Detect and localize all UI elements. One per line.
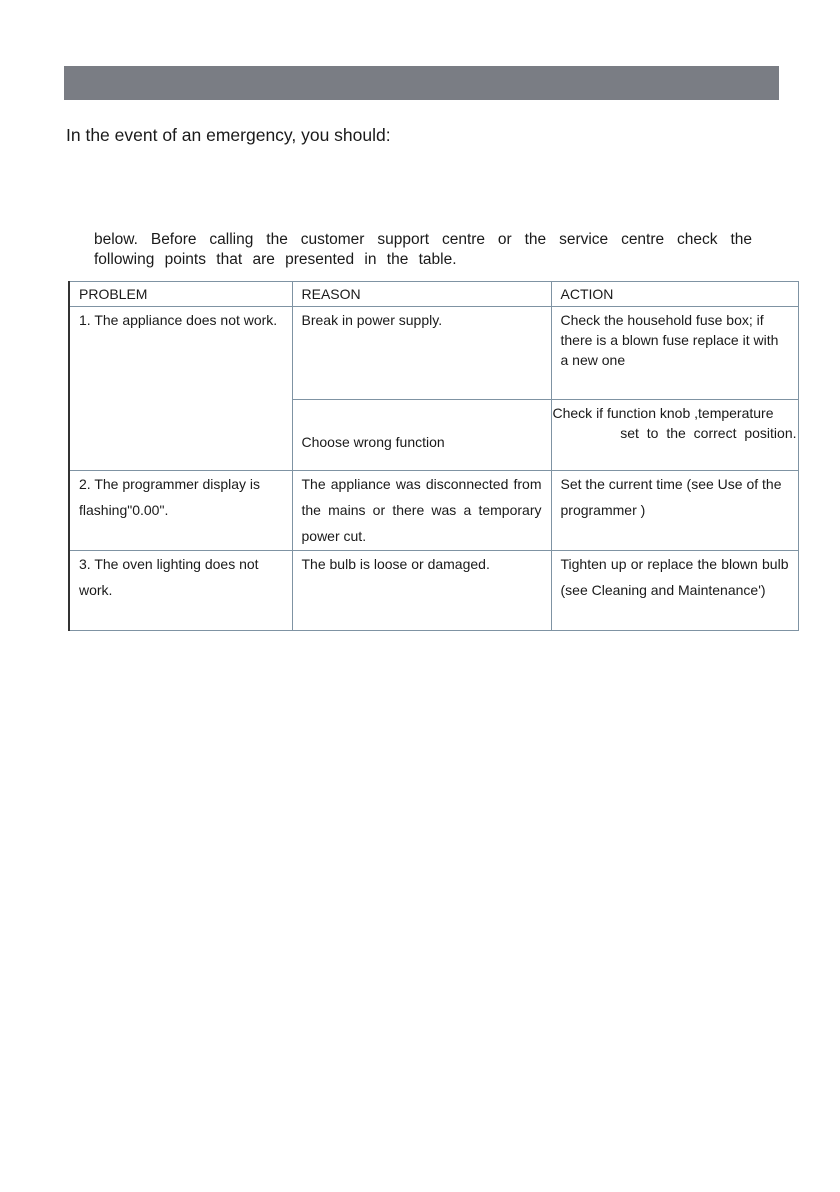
intro-text: In the event of an emergency, you should:	[66, 125, 391, 145]
section-header-bar	[64, 66, 779, 100]
problem-cell: 2. The programmer display is flashing"0.00".	[69, 471, 292, 551]
action-cell: Tighten up or replace the blown bulb (see Cleaning and Maintenance')	[551, 551, 798, 631]
table-row	[69, 307, 798, 400]
instructions-paragraph	[94, 230, 752, 270]
troubleshooting-table	[68, 281, 799, 631]
table-row	[69, 551, 798, 631]
instructions-line-2: following points that are presented in the table.	[94, 251, 457, 268]
problem-cell: 3. The oven lighting does not work.	[69, 551, 292, 631]
table-row	[69, 471, 798, 551]
reason-cell: Choose wrong function	[292, 400, 551, 471]
table-header-row	[69, 282, 798, 307]
action-line-2: set to the correct position.	[620, 425, 797, 441]
instructions-line-1: below. Before calling the customer support centre or the service centre check the	[94, 231, 752, 248]
action-cell: Set the current time (see Use of the programmer )	[551, 471, 798, 551]
action-cell	[551, 400, 798, 471]
header-problem: PROBLEM	[69, 282, 292, 307]
problem-cell: 1. The appliance does not work.	[69, 307, 292, 471]
header-reason: REASON	[292, 282, 551, 307]
action-line-1: Check if function knob ,temperature	[552, 405, 774, 421]
reason-cell: Break in power supply.	[292, 307, 551, 400]
reason-cell: The bulb is loose or damaged.	[292, 551, 551, 631]
reason-cell: The appliance was disconnected from the mains or there was a temporary power cut.	[292, 471, 551, 551]
header-action: ACTION	[551, 282, 798, 307]
action-cell: Check the household fuse box; if there is a blown fuse replace it with a new one	[551, 307, 798, 400]
